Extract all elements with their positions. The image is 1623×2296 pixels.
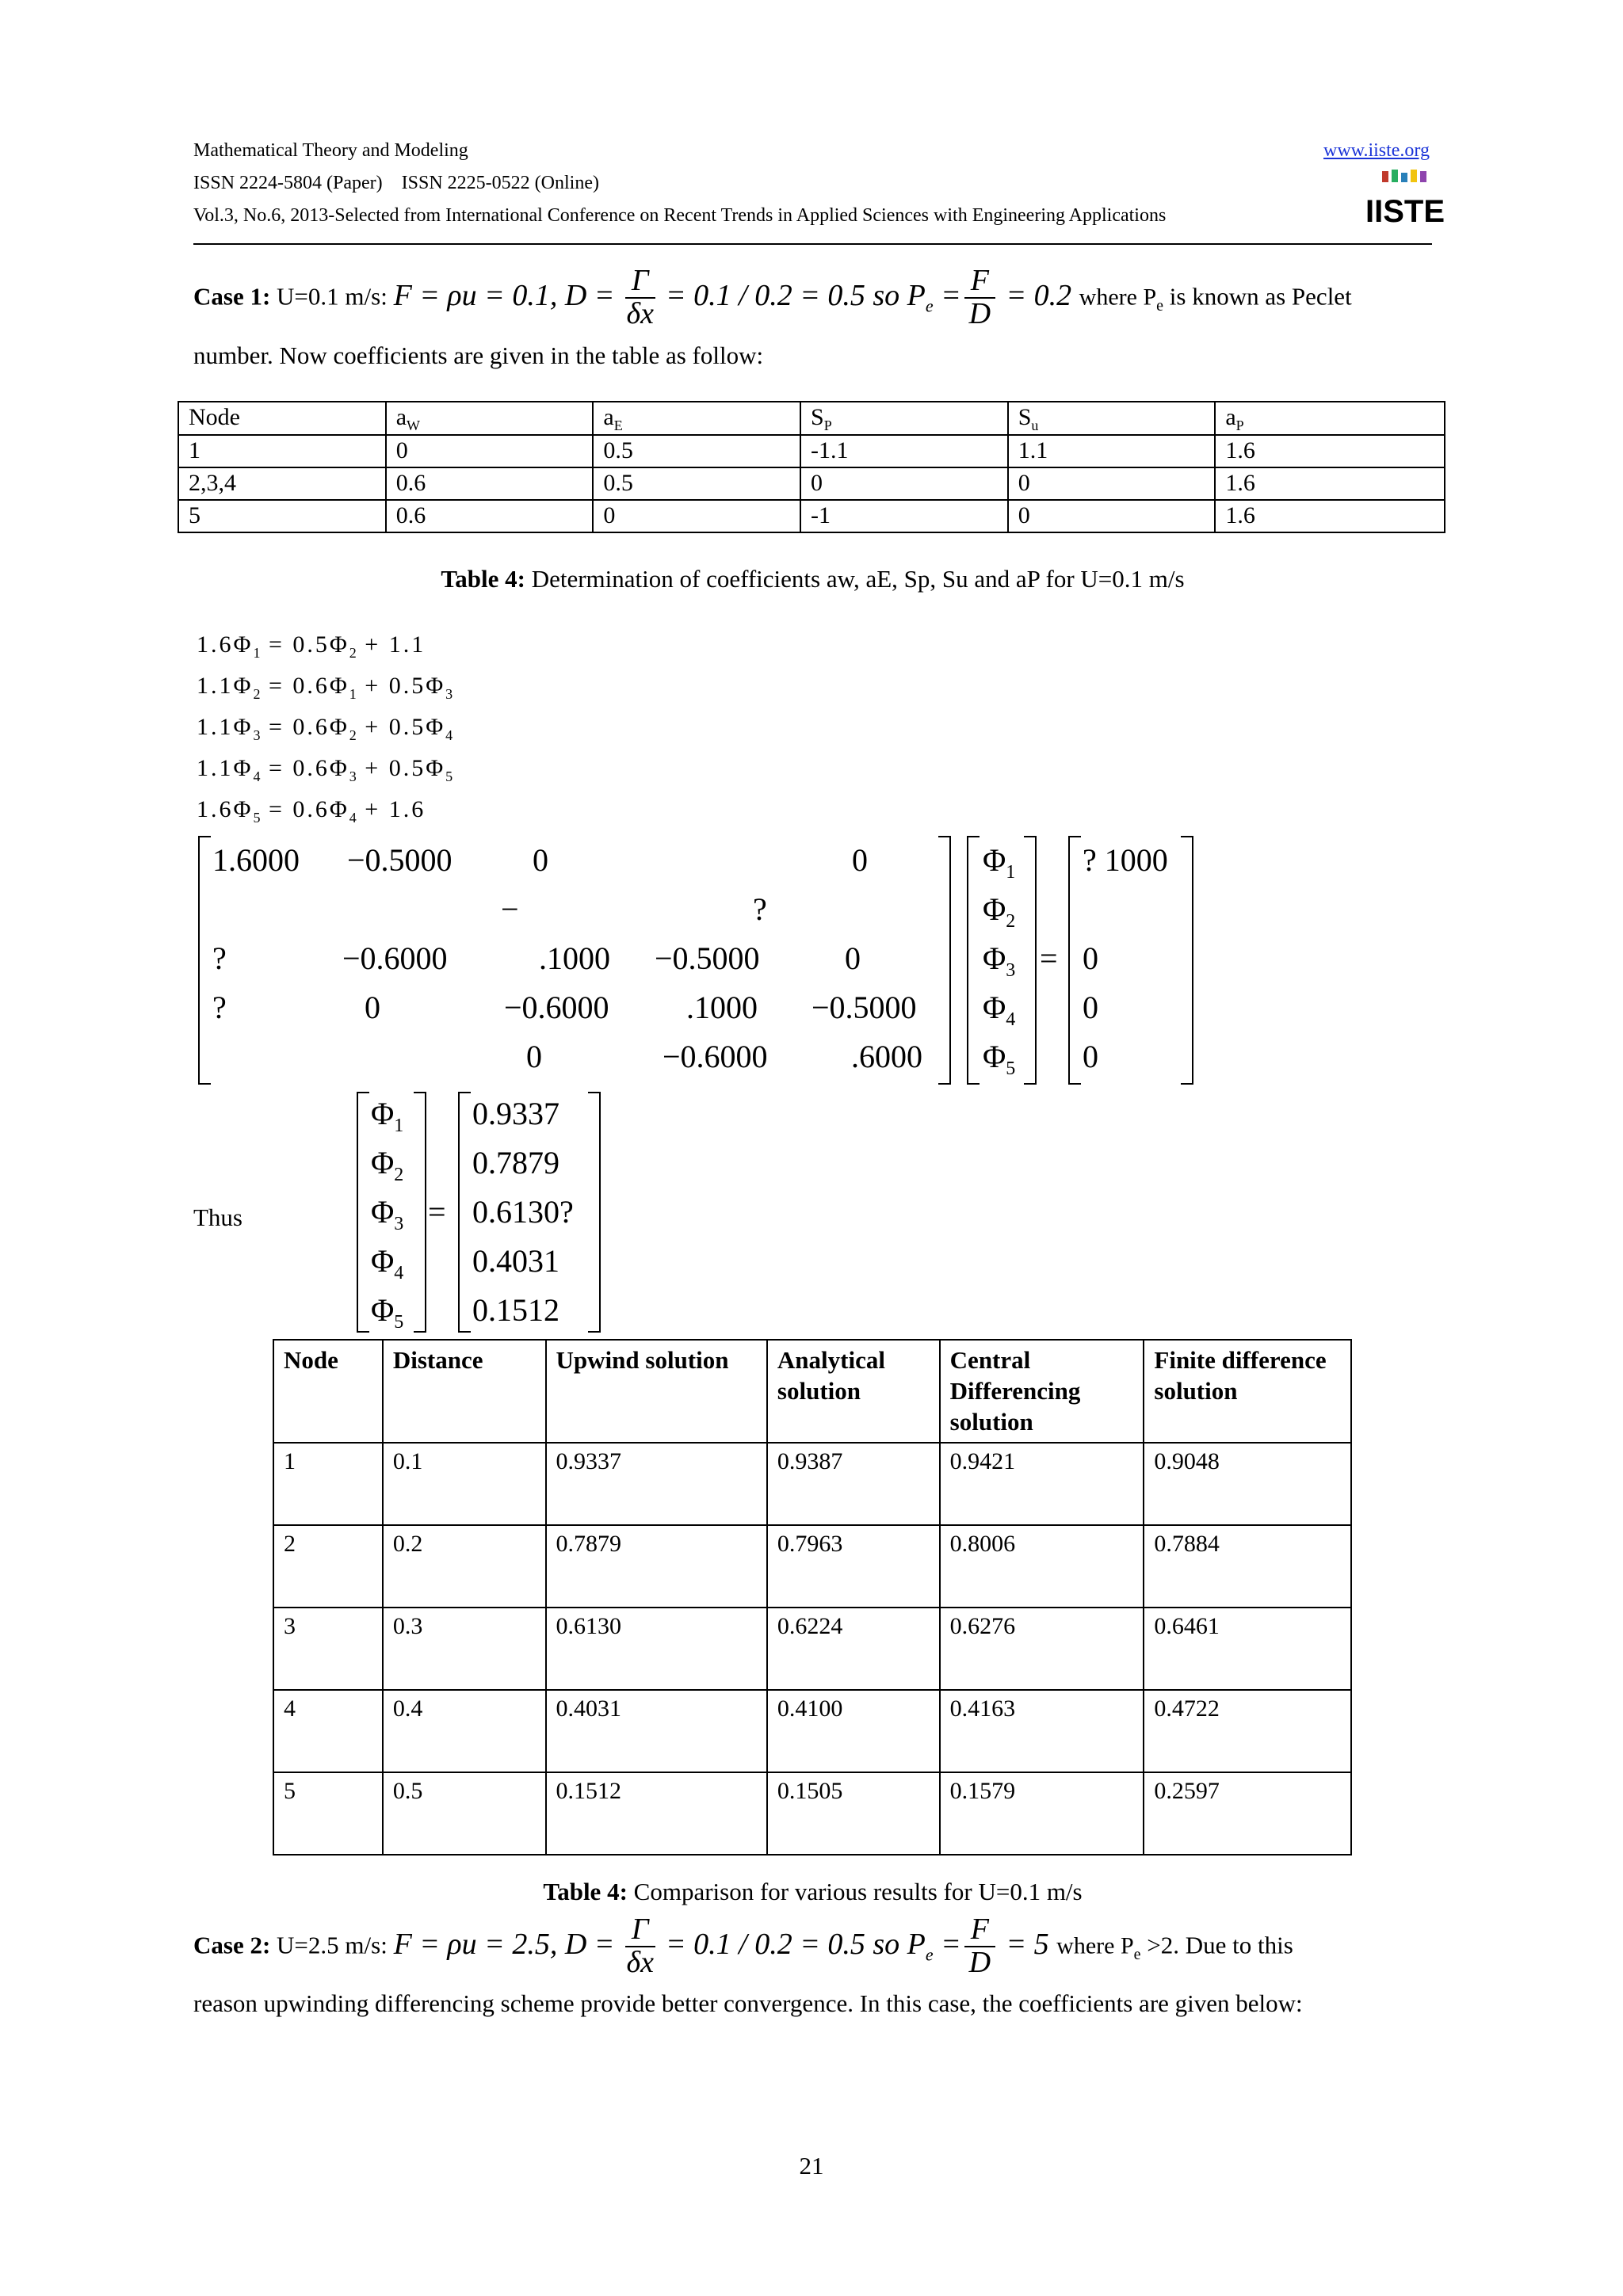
- cell: 0.9048: [1144, 1443, 1351, 1525]
- table-row: [178, 467, 1445, 500]
- phi-3: $\Phi_3$: [983, 940, 1016, 981]
- case1-equation: F = ρu = 0.1, D = $\frac{\Gamma}{\delta x}$ = 0.1 / 0.2 = 0.5 so $P_e$ = $\frac{F}{D}$ = 0.2: [393, 264, 1072, 330]
- cell: 0.9337: [546, 1443, 767, 1525]
- case1-where-sub: e: [1156, 296, 1164, 315]
- case1-eq-left: F = ρu = 0.1, D =: [393, 278, 615, 312]
- cell: 0.1579: [940, 1772, 1144, 1855]
- matrix-equals: =: [1040, 940, 1058, 976]
- case2-eq-right: = 5: [1006, 1927, 1049, 1961]
- solution-values-right-bracket: [588, 1092, 601, 1333]
- comparison-table: [273, 1339, 1352, 1855]
- cell: 2: [273, 1525, 383, 1608]
- cell: 0.4: [383, 1690, 546, 1772]
- table-row: [273, 1772, 1351, 1855]
- case1-velocity: U=0.1 m/s:: [277, 282, 388, 311]
- cell: 0.5: [593, 435, 800, 467]
- cell: 0: [1008, 500, 1216, 532]
- table-row: [273, 1525, 1351, 1608]
- matrix-entry: 0: [845, 940, 861, 976]
- cell: 0: [593, 500, 800, 532]
- cell: 0.6: [386, 467, 594, 500]
- cell: 0.6461: [1144, 1608, 1351, 1690]
- cell: 5: [178, 500, 386, 532]
- case1-frac1-den: δx: [626, 296, 654, 330]
- table-header-row: [273, 1340, 1351, 1443]
- phi-right-bracket: [1024, 836, 1037, 1085]
- solution-value: 0.4031: [472, 1243, 559, 1279]
- solution-phi-4: $\Phi_4$: [371, 1243, 404, 1283]
- cell: 0: [1008, 467, 1216, 500]
- rhs-left-bracket: [1068, 836, 1081, 1085]
- rhs-entry: 0: [1083, 1039, 1098, 1074]
- case2-frac1-num: Γ: [625, 1914, 655, 1947]
- header-ae: $a_E$: [593, 402, 800, 435]
- matrix-entry: −0.5000: [347, 842, 453, 878]
- cell: 2,3,4: [178, 467, 386, 500]
- cell: 0.7879: [546, 1525, 767, 1608]
- cell: 4: [273, 1690, 383, 1772]
- website-link[interactable]: www.iiste.org: [1323, 140, 1430, 161]
- header-cell: Analytical solution: [767, 1340, 940, 1443]
- svg-text:IISTE: IISTE: [1365, 194, 1445, 229]
- matrix-entry: 0: [526, 1039, 542, 1074]
- case1-eq-sub: e: [925, 296, 934, 316]
- case1-where-rest: is known as Peclet: [1169, 282, 1352, 311]
- case1-paragraph: [193, 265, 1432, 330]
- phi-2: $\Phi_2$: [983, 891, 1016, 932]
- solution-phi-left-bracket: [357, 1092, 369, 1333]
- cell: 1.6: [1215, 500, 1445, 532]
- cell: 1: [178, 435, 386, 467]
- equation-5: $1.6\Phi_5 = 0.6\Phi_4 + 1.6$: [197, 796, 426, 826]
- cell: 0.9421: [940, 1443, 1144, 1525]
- matrix-right-bracket: [938, 836, 951, 1085]
- case2-velocity: U=2.5 m/s:: [277, 1931, 388, 1959]
- equation-1: $1.6\Phi_1 = 0.5\Phi_2 + 1.1$: [197, 631, 426, 661]
- solution-value: 0.9337: [472, 1096, 559, 1131]
- table2-caption-bold: Table 4:: [543, 1878, 628, 1905]
- cell: 0.7884: [1144, 1525, 1351, 1608]
- table-row: [178, 435, 1445, 467]
- solution-equals: =: [428, 1194, 446, 1230]
- solution-phi-5: $\Phi_5$: [371, 1292, 404, 1333]
- case2-eq-left: F = ρu = 2.5, D =: [393, 1927, 615, 1961]
- table1-caption-bold: Table 4:: [441, 565, 525, 593]
- cell: 0.2: [383, 1525, 546, 1608]
- case1-frac1-num: Γ: [625, 265, 655, 299]
- thus-label: Thus: [193, 1203, 242, 1231]
- equation-2: $1.1\Phi_2 = 0.6\Phi_1 + 0.5\Phi_3$: [197, 673, 453, 702]
- phi-5: $\Phi_5$: [983, 1039, 1016, 1079]
- table-row: [178, 500, 1445, 532]
- table-row: [273, 1443, 1351, 1525]
- rhs-entry: 0: [1083, 940, 1098, 976]
- matrix-entry: 0: [533, 842, 548, 878]
- matrix-entry: −0.6000: [504, 990, 609, 1025]
- cell: 0.6276: [940, 1608, 1144, 1690]
- matrix-entry: .6000: [851, 1039, 922, 1074]
- cell: 0.6130: [546, 1608, 767, 1690]
- matrix-entry: 0: [852, 842, 868, 878]
- case1-label: Case 1:: [193, 282, 271, 311]
- cell: 0.4722: [1144, 1690, 1351, 1772]
- cell: 0.1505: [767, 1772, 940, 1855]
- cell: 0.1: [383, 1443, 546, 1525]
- header-rule: [193, 243, 1432, 245]
- header-ap: $a_P$: [1215, 402, 1445, 435]
- cell: 0.4100: [767, 1690, 940, 1772]
- case2-frac1-den: δx: [626, 1945, 654, 1979]
- solution-phi-2: $\Phi_2$: [371, 1145, 404, 1185]
- case2-equation: F = ρu = 2.5, D = $\frac{\Gamma}{\delta x}$ = 0.1 / 0.2 = 0.5 so $P_e$ = $\frac{F}{D}$ = 5: [393, 1913, 1049, 1979]
- table2-caption-text: Comparison for various results for U=0.1 m/s: [627, 1878, 1083, 1905]
- header-aw: $a_W$: [386, 402, 594, 435]
- rhs-entry: ? 1000: [1083, 842, 1168, 878]
- matrix-entry: ?: [212, 940, 227, 976]
- case1-continuation: number. Now coefficients are given in the table as follow:: [193, 341, 764, 369]
- cell: 1.1: [1008, 435, 1216, 467]
- volume-line: Vol.3, No.6, 2013-Selected from International Conference on Recent Trends in Applied Sciences with Engineering Applications: [193, 205, 1167, 226]
- matrix-entry: 1.6000: [212, 842, 300, 878]
- cell: 3: [273, 1608, 383, 1690]
- cell: 1.6: [1215, 467, 1445, 500]
- solution-phi-right-bracket: [414, 1092, 426, 1333]
- cell: 0.4163: [940, 1690, 1144, 1772]
- case2-where-sub: e: [1133, 1945, 1141, 1963]
- case2-eq-mid: = 0.1 / 0.2 = 0.5 so P: [666, 1927, 926, 1961]
- cell: 0: [386, 435, 594, 467]
- cell: 0.3: [383, 1608, 546, 1690]
- cell: 1.6: [1215, 435, 1445, 467]
- table-row: [273, 1690, 1351, 1772]
- cell: 0.4031: [546, 1690, 767, 1772]
- matrix-entry: .1000: [686, 990, 758, 1025]
- matrix-entry: ?: [212, 990, 227, 1025]
- case1-frac2-num: F: [964, 265, 995, 299]
- cell: -1.1: [800, 435, 1008, 467]
- matrix-entry: .1000: [539, 940, 610, 976]
- phi-4: $\Phi_4$: [983, 990, 1016, 1030]
- matrix-entry: 0: [365, 990, 380, 1025]
- rhs-entry: 0: [1083, 990, 1098, 1025]
- equation-3: $1.1\Phi_3 = 0.6\Phi_2 + 0.5\Phi_4$: [197, 714, 453, 743]
- page-number: 21: [799, 2152, 824, 2180]
- cell: 0.7963: [767, 1525, 940, 1608]
- solution-value: 0.1512: [472, 1292, 559, 1328]
- case2-paragraph: [193, 1914, 1432, 1979]
- solution-values-left-bracket: [458, 1092, 471, 1333]
- solution-value: 0.6130?: [472, 1194, 574, 1230]
- matrix-left-bracket: [198, 836, 211, 1085]
- case2-where: where P: [1056, 1932, 1134, 1959]
- case2-eq-sub: e: [925, 1944, 934, 1965]
- table2-caption: [193, 1878, 1432, 1906]
- case2-frac2-num: F: [964, 1914, 995, 1947]
- header-su: $S_u$: [1008, 402, 1216, 435]
- header-cell: Node: [273, 1340, 383, 1443]
- table-row: [273, 1608, 1351, 1690]
- header-cell: Central Differencing solution: [940, 1340, 1144, 1443]
- cell: -1: [800, 500, 1008, 532]
- cell: 0.1512: [546, 1772, 767, 1855]
- solution-phi-3: $\Phi_3$: [371, 1194, 404, 1234]
- case2-frac2-den: D: [968, 1945, 991, 1979]
- header-cell: Finite difference solution: [1144, 1340, 1351, 1443]
- case2-continuation: reason upwinding differencing scheme provide better convergence. In this case, the coefficients are given below:: [193, 1989, 1303, 2017]
- phi-left-bracket: [967, 836, 980, 1085]
- matrix-entry: −0.6000: [663, 1039, 768, 1074]
- matrix-entry: −0.6000: [342, 940, 448, 976]
- header-sp: $S_P$: [800, 402, 1008, 435]
- journal-title: Mathematical Theory and Modeling: [193, 140, 468, 161]
- cell: 0.5: [593, 467, 800, 500]
- cell: 0.6: [386, 500, 594, 532]
- case2-where-rest: >2. Due to this: [1140, 1931, 1293, 1959]
- coefficients-table: [178, 401, 1445, 533]
- case1-eq-mid: = 0.1 / 0.2 = 0.5 so P: [666, 278, 926, 312]
- header-node: Node: [178, 402, 386, 435]
- cell: 0.5: [383, 1772, 546, 1855]
- cell: 0: [800, 467, 1008, 500]
- cell: 1: [273, 1443, 383, 1525]
- matrix-entry: ?: [753, 891, 767, 927]
- cell: 0.2597: [1144, 1772, 1351, 1855]
- header-cell: Upwind solution: [546, 1340, 767, 1443]
- rhs-right-bracket: [1181, 836, 1193, 1085]
- matrix-entry: −0.5000: [655, 940, 760, 976]
- case1-frac2-den: D: [968, 296, 991, 330]
- cell: 0.9387: [767, 1443, 940, 1525]
- phi-1: $\Phi_1$: [983, 842, 1016, 883]
- cell: 0.8006: [940, 1525, 1144, 1608]
- table1-caption: [193, 565, 1432, 593]
- cell: 5: [273, 1772, 383, 1855]
- matrix-entry: −: [501, 891, 519, 927]
- issn-line: ISSN 2224-5804 (Paper) ISSN 2225-0522 (Online): [193, 173, 599, 193]
- iiste-logo: [1365, 168, 1445, 229]
- case1-eq-right: = 0.2: [1006, 278, 1072, 312]
- case2-label: Case 2:: [193, 1931, 271, 1959]
- table-header-row: [178, 402, 1445, 435]
- cell: 0.6224: [767, 1608, 940, 1690]
- matrix-entry: −0.5000: [812, 990, 917, 1025]
- equation-4: $1.1\Phi_4 = 0.6\Phi_3 + 0.5\Phi_5$: [197, 755, 453, 784]
- header-cell: Distance: [383, 1340, 546, 1443]
- solution-phi-1: $\Phi_1$: [371, 1096, 404, 1136]
- table1-caption-text: Determination of coefficients aw, aE, Sp, Su and aP for U=0.1 m/s: [525, 565, 1185, 593]
- case1-where: where P: [1079, 284, 1157, 311]
- solution-value: 0.7879: [472, 1145, 559, 1180]
